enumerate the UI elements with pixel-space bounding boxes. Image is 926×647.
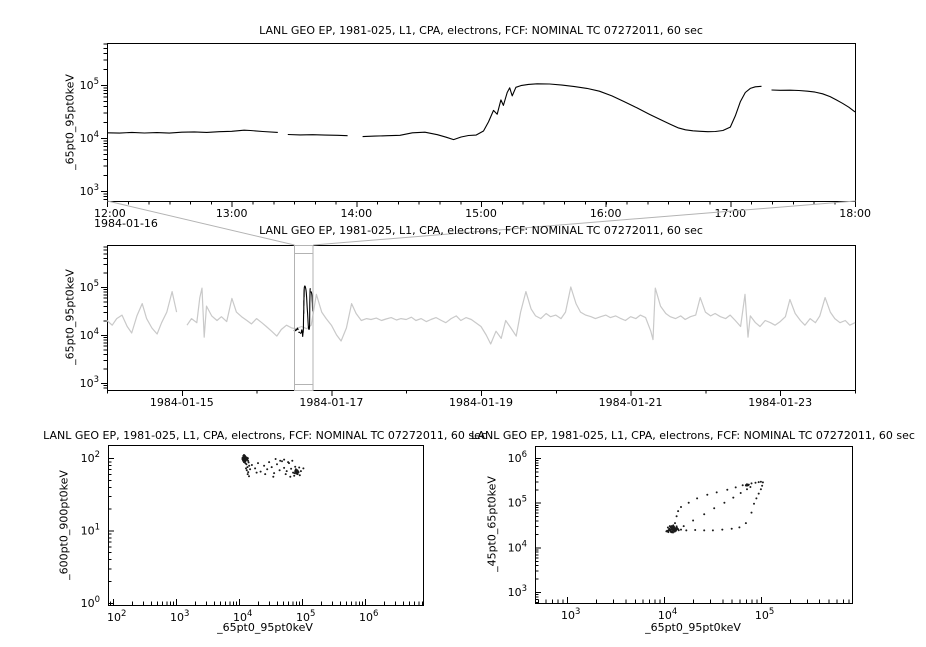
tick-label: $10^4$	[507, 539, 527, 555]
plot-panel-2	[81, 446, 424, 625]
context-connector-right	[313, 201, 855, 245]
scatter-points-3	[665, 481, 764, 534]
series-line-1-0	[187, 287, 855, 344]
plot-panel-3	[508, 447, 853, 623]
tick-label: 1984-01-21	[598, 396, 663, 409]
tick-label: $10^4$	[79, 129, 99, 145]
tick-label: 17:00	[714, 207, 747, 220]
tick-label: $10^2$	[80, 450, 100, 466]
panel-top-ylabel[interactable]: _65pt0_95pt0keV	[63, 74, 77, 170]
series-line-0-0	[363, 84, 762, 140]
tick-label: 1984-01-17	[299, 396, 364, 409]
panel-bottom-left-ylabel[interactable]: _600pt0_900pt0keV	[57, 470, 71, 580]
plot-panel-1	[80, 246, 856, 410]
panel-top-title: LANL GEO EP, 1981-025, L1, CPA, electrons, FCF: NOMINAL TC 07272011, 60 sec	[259, 24, 703, 37]
tick-label: $10^5$	[507, 494, 527, 510]
top-axis-date-label: 1984-01-16	[94, 217, 158, 230]
series-line-0-0	[288, 135, 348, 136]
tick-label: 14:00	[340, 207, 373, 220]
tick-label: $10^3$	[170, 609, 190, 624]
plot-area-0[interactable]	[108, 44, 856, 202]
tick-label: 12:00	[94, 207, 126, 220]
tick-label: 15:00	[465, 207, 497, 220]
panel-bottom-left-title: LANL GEO EP, 1981-025, L1, CPA, electrons, FCF: NOMINAL TC 07272011, 60 sec	[43, 429, 487, 442]
tick-label: $10^2$	[107, 609, 127, 624]
scatter-points-2	[241, 454, 304, 478]
panel-bottom-right-ylabel[interactable]: _45pt0_65pt0keV	[485, 476, 499, 572]
plot-panel-0	[80, 44, 871, 221]
tick-label: 13:00	[215, 207, 248, 220]
plot-area-3[interactable]	[536, 447, 853, 604]
tick-label: $10^5$	[754, 607, 775, 622]
tick-label: $10^6$	[359, 609, 379, 624]
tick-label: 1984-01-19	[449, 396, 513, 409]
tick-label: $10^6$	[507, 450, 527, 466]
tick-label: $10^3$	[560, 607, 581, 622]
tick-label: $10^1$	[80, 522, 100, 538]
tick-label: $10^4$	[233, 609, 253, 624]
tick-label: 1984-01-23	[748, 396, 813, 409]
tick-label: 16:00	[589, 207, 622, 220]
plot-area-2[interactable]	[109, 446, 424, 606]
series-line-0-0	[772, 90, 856, 112]
tick-label: $10^3$	[79, 374, 99, 390]
tick-label: $10^5$	[79, 76, 99, 92]
panel-bottom-left-xlabel[interactable]: _65pt0_95pt0keV	[217, 621, 313, 634]
tick-label: $10^0$	[80, 594, 100, 610]
panel-middle-ylabel[interactable]: _65pt0_95pt0keV	[63, 269, 77, 365]
series-line-1-1	[299, 332, 301, 333]
series-line-1-1	[311, 292, 313, 312]
series-line-1-1	[300, 286, 310, 337]
panel-bottom-right-xlabel[interactable]: _65pt0_95pt0keV	[645, 621, 741, 634]
tick-label: 1984-01-15	[149, 396, 214, 409]
tick-label: $10^4$	[657, 607, 678, 622]
tick-label: 18:00	[839, 207, 871, 220]
tick-label: $10^3$	[507, 584, 527, 600]
tick-label: $10^5$	[79, 278, 99, 294]
series-line-0-0	[107, 130, 278, 133]
panel-bottom-right-title: LANL GEO EP, 1981-025, L1, CPA, electrons, FCF: NOMINAL TC 07272011, 60 sec	[471, 429, 915, 442]
series-line-1-0	[107, 292, 177, 334]
tick-label: $10^5$	[296, 609, 316, 624]
tick-label: $10^4$	[79, 326, 99, 342]
panel-middle-title: LANL GEO EP, 1981-025, L1, CPA, electrons, FCF: NOMINAL TC 07272011, 60 sec	[259, 224, 703, 237]
tick-label: $10^3$	[79, 182, 99, 198]
